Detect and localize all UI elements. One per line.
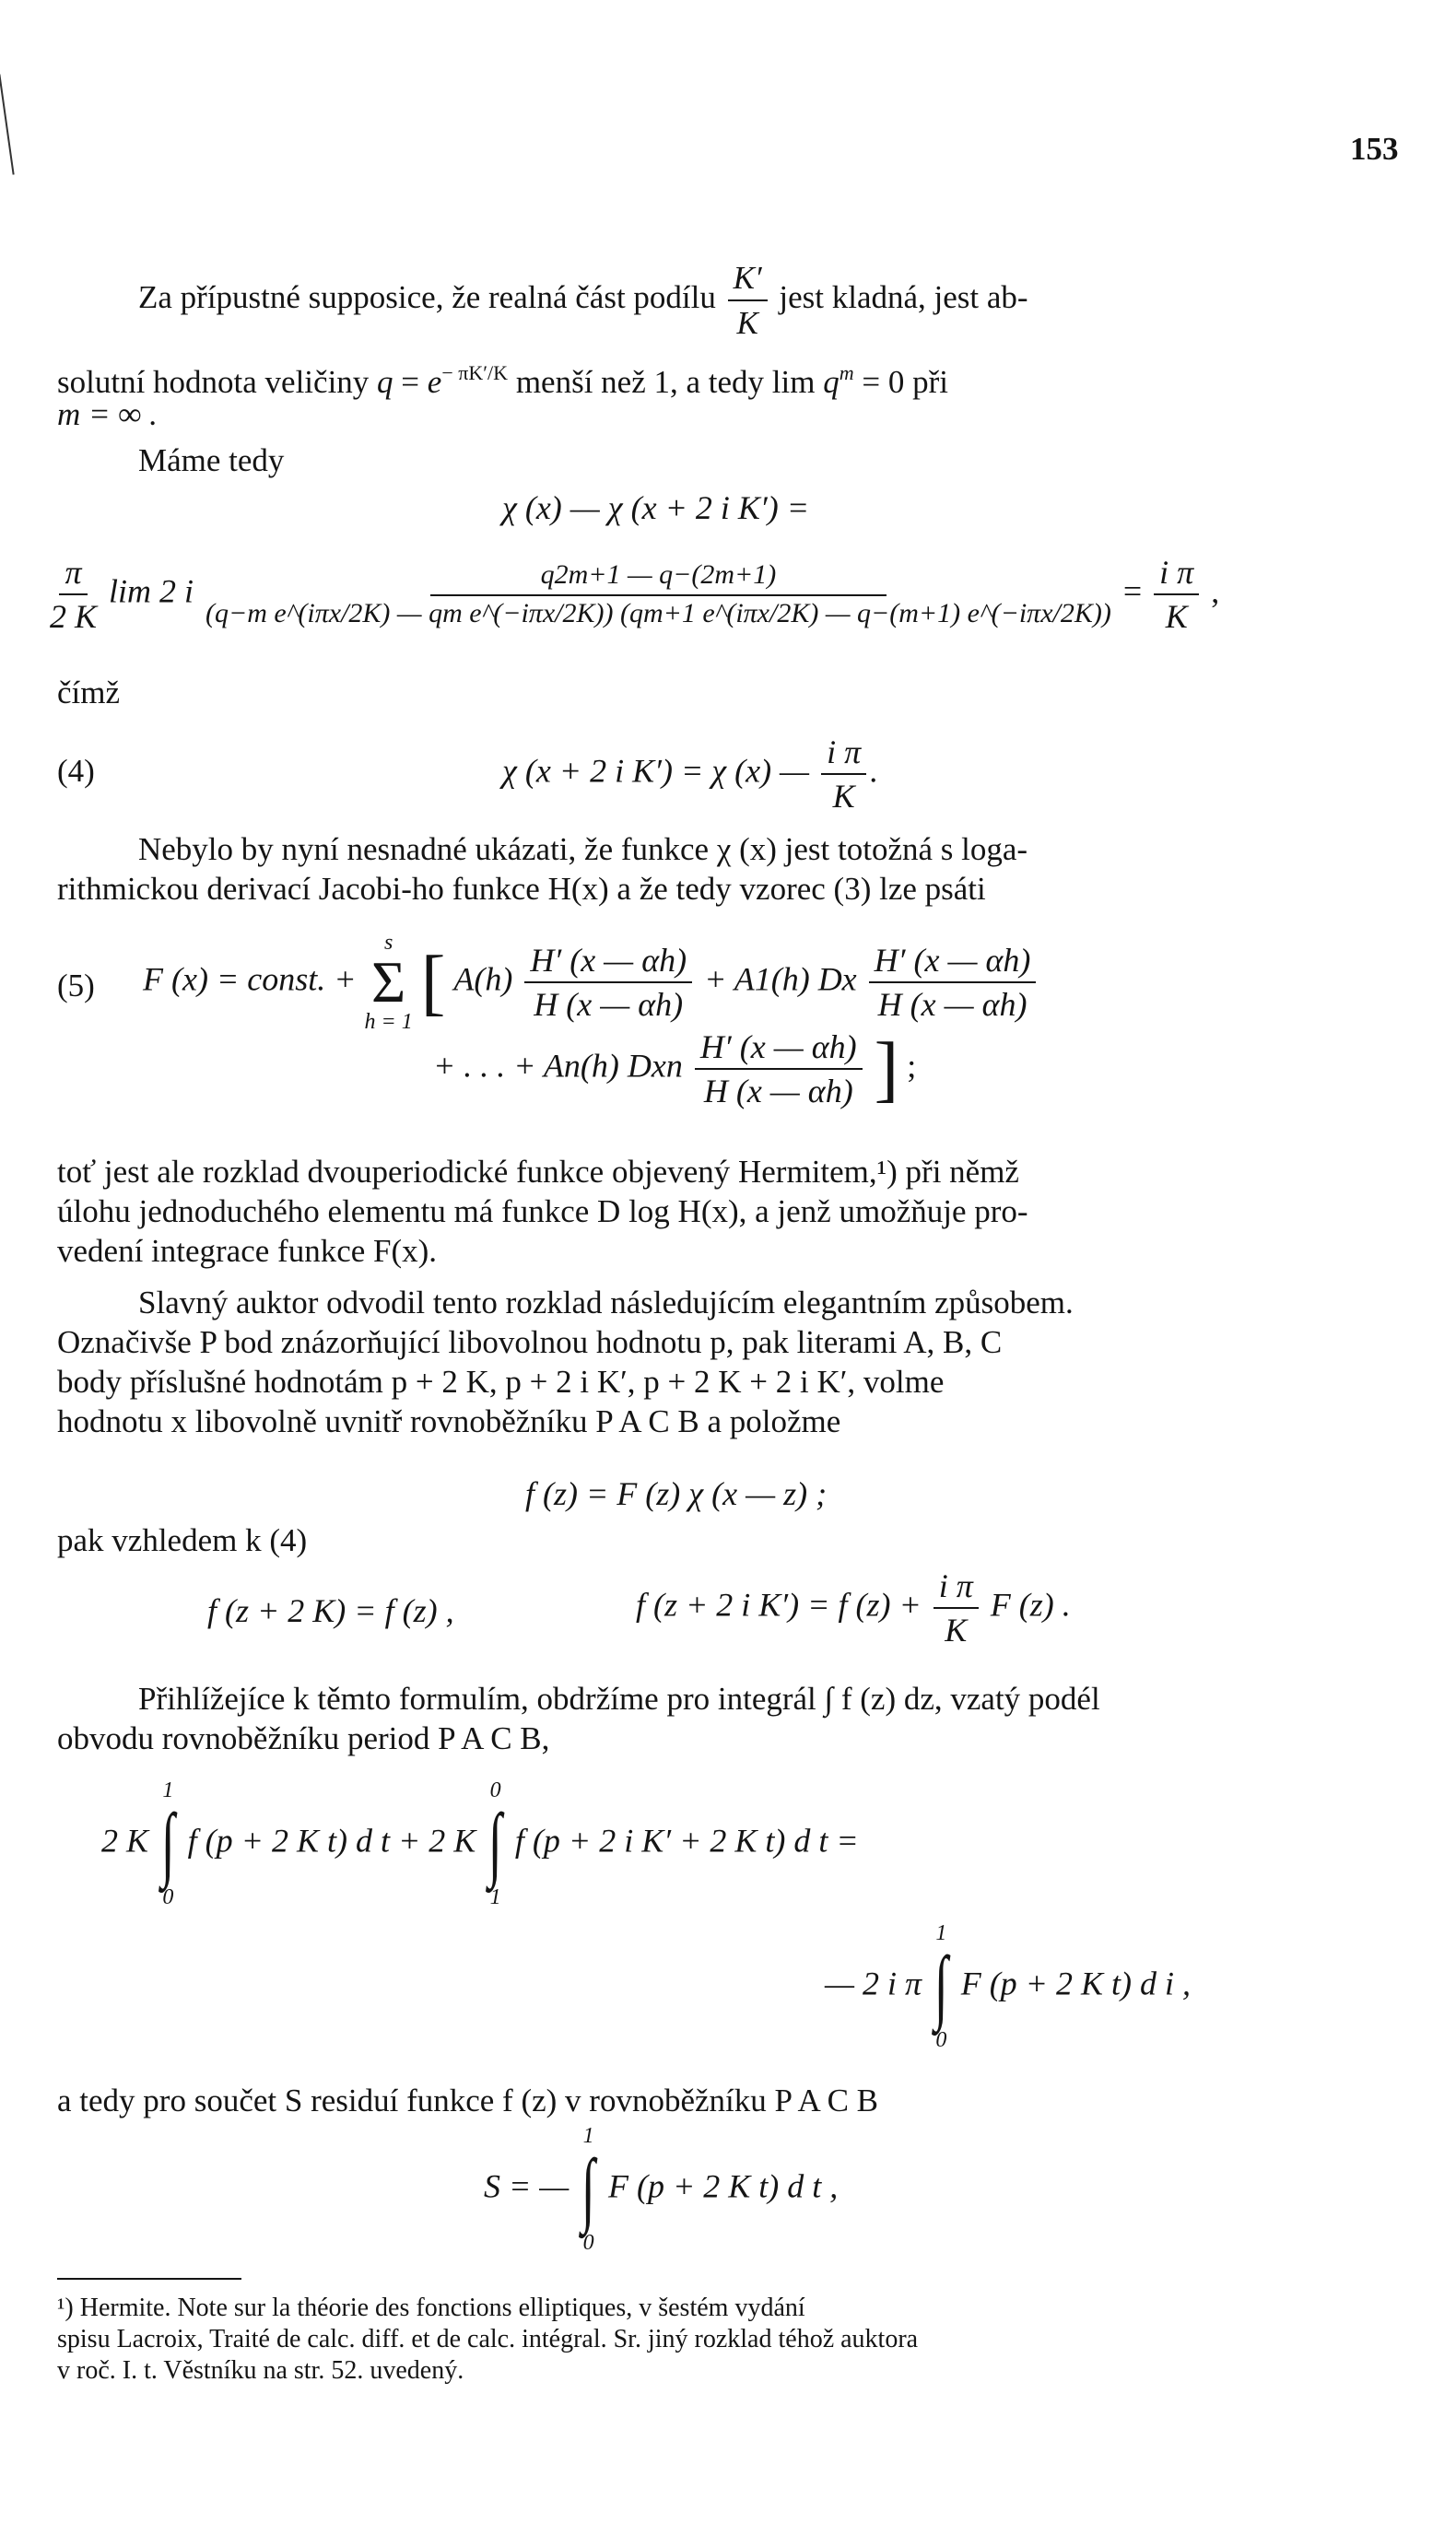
s-eq-lhs: S = — [484, 2167, 569, 2205]
big-fraction [205, 559, 1111, 629]
integral-eq2-term: F (p + 2 K t) d i , [960, 1965, 1191, 2002]
p1-line2-start: solutní hodnota veličiny [57, 364, 370, 400]
fraction-pi-over-2k: $\frac{\pi}{2 K}$ [50, 554, 98, 635]
f-periodic-2 [636, 1567, 1071, 1649]
paragraph-4-line-2: Označivše P bod znázorňující libovolnou hodnotu p, pak literami A, B, C [57, 1324, 1003, 1360]
paragraph-4-line-1: Slavný auktor odvodil tento rozklad následujícím elegantním způsobem. [138, 1285, 1074, 1320]
equation-5-line-2: + . . . + An(h) Dxn $\frac{H' (x — \alpha h)}{H (x — \alpha h)}$ ] ; [433, 1028, 917, 1109]
integral-4-limits: 1 ∫ 0 [581, 2124, 596, 2255]
s-eq-term: F (p + 2 K t) d t , [607, 2167, 839, 2205]
paragraph-3-line-2: úlohu jednoduchého elementu má funkce D log H(x), a jenž umožňuje pro- [57, 1193, 1028, 1229]
big-fraction-numerator: q2m+1 — q−(2m+1) [430, 559, 887, 596]
summation: s Σ h = 1 [364, 931, 413, 1034]
page-number: 153 [1350, 131, 1399, 167]
equation-4: χ (x + 2 i K′) = χ (x) — $\frac{\text{i π}}{K}$ . [502, 733, 879, 815]
footnote-line-2: spisu Lacroix, Traité de calc. diff. et de calc. intégral. Sr. jiný rozklad téhož auktora [57, 2325, 919, 2353]
eq5-fraction-3: $\frac{H' (x — \alpha h)}{H (x — \alpha h)}$ [695, 1027, 863, 1110]
f-periodic-1: f (z + 2 K) = f (z) , [207, 1592, 454, 1629]
paragraph-1-line-1 [138, 258, 1028, 343]
p1-line1-text: Za přípustné supposice, že realná část podílu [138, 279, 716, 316]
s-equation [484, 2124, 838, 2255]
paragraph-4-line-3: body příslušné hodnotám p + 2 K, p + 2 i K′, p + 2 K + 2 i K′, volme [57, 1364, 945, 1400]
integral-3-limits: 1 ∫ 0 [933, 1921, 948, 2052]
eq5-fraction-1: $\frac{H' (x — \alpha h)}{H (x — \alpha h)}$ [524, 941, 692, 1024]
eq5-fraction-2: $\frac{H' (x — \alpha h)}{H (x — \alpha h)}$ [869, 941, 1037, 1024]
footnote-line-1: ¹) Hermite. Note sur la théorie des fonctions elliptiques, v šestém vydání [57, 2294, 805, 2322]
p1-line2-end: = 0 při [862, 364, 948, 400]
scan-edge-mark [0, 74, 15, 174]
cimz: čímž [57, 675, 121, 710]
paragraph-3-line-1: toť jest ale rozklad dvouperiodické funkce objevený Hermitem,¹) při němž [57, 1154, 1019, 1190]
eq5-label: (5) [57, 968, 95, 1003]
paragraph-1-line-2: solutní hodnota veličiny $q = e^{- \pi K'/K}$ menší než 1, a tedy $\lim q^m = 0$ při [57, 361, 948, 400]
fraction-ipi-over-k-eq4: $\frac{\text{i π}}{K}$ [821, 733, 866, 816]
integral-2-limits: 0 ∫ 1 [488, 1778, 502, 1909]
integral-1-limits: 1 ∫ 0 [160, 1778, 175, 1909]
integral-equation-2 [825, 1921, 1191, 2052]
eq5-lhs: F (x) = const. + [143, 960, 357, 998]
paragraph-4-line-4: hodnotu x libovolně uvnitř rovnoběžníku P A C B a položme [57, 1403, 841, 1439]
p1-line2-mid: menší než 1, a tedy lim [515, 364, 816, 400]
paragraph-6-line-1: a tedy pro součet S residuí funkce f (z) v rovnoběžníku P A C B [57, 2083, 879, 2118]
eq4-label: (4) [57, 753, 95, 789]
f-periodic-2-body: f (z + 2 i K′) = f (z) + [636, 1586, 922, 1624]
fraction-ipi-over-k: $\frac{\text{i π}}{K}$ [1154, 553, 1199, 636]
paragraph-1-line-3: m = ∞ . [57, 396, 158, 432]
big-fraction-denominator: (q−m e^(iπx/2K) — qm e^(−iπx/2K)) (qm+1 e^(iπx/2K) — q−(m+1) e^(−iπx/2K)) [205, 598, 1111, 628]
paragraph-5-line-1: Přihlížejíce k těmto formulím, obdržíme pro integrál ∫ f (z) dz, vzatý podél [138, 1681, 1100, 1717]
fraction-ipi-over-k-periodic: $\frac{\text{i π}}{K}$ [933, 1567, 979, 1649]
paragraph-5-line-2: obvodu rovnoběžníku period P A C B, [57, 1720, 550, 1756]
paragraph-2-line-1: Nebylo by nyní nesnadné ukázati, že funkce χ (x) jest totožná s loga- [138, 831, 1028, 867]
eq5-term1-coef: A(h) [453, 960, 513, 998]
lim-prefix: lim 2 i [109, 572, 194, 610]
mame-tedy: Máme tedy [138, 442, 285, 478]
footnote-rule [57, 2278, 241, 2280]
integral-eq2-prefix: — 2 i π [825, 1965, 922, 2002]
paragraph-3-line-3: vedení integrace funkce F(x). [57, 1233, 438, 1269]
f-definition: f (z) = F (z) χ (x — z) ; [525, 1475, 828, 1512]
pak-vzhledem: pak vzhledem k (4) [57, 1522, 308, 1558]
p1-line1-end: jest kladná, jest ab- [779, 279, 1028, 316]
chi-equation-lhs: χ (x) — χ (x + 2 i K′) = [502, 489, 810, 526]
eq5-term2-coef: + A1(h) Dx [704, 960, 857, 998]
integral-equation-1: 2 K 1 ∫ 0 f (p + 2 K t) d t + 2 K 0 ∫ 1 f (p + 2 i K′ + 2 K t) d t = [101, 1778, 859, 1909]
integral-2-term: f (p + 2 i K′ + 2 K t) d t = [514, 1822, 859, 1860]
eq5-line2-coef: + . . . + An(h) Dxn [433, 1047, 683, 1085]
eq4-body: χ (x + 2 i K′) = χ (x) — [502, 752, 810, 790]
fraction-k-prime-over-k: $\frac{K'}{K}$ [728, 258, 768, 343]
integral-1-term: f (p + 2 K t) d t + 2 K [187, 1822, 476, 1860]
f-periodic-2-tail: F (z) . [990, 1586, 1071, 1624]
paragraph-2-line-2: rithmickou derivací Jacobi-ho funkce H(x) a že tedy vzorec (3) lze psáti [57, 871, 986, 907]
footnote-line-3: v roč. I. t. Věstníku na str. 52. uvedený. [57, 2356, 464, 2385]
equation-5-line-1: F (x) = const. + s Σ h = 1 [ A(h) $\frac{H' (x — \alpha h)}{H (x — \alpha h)}$ + A1(h) Dx $\frac{H' (x — \alpha h)}{H (x — \alpha h)}$ [143, 931, 1039, 1034]
limit-formula: $\frac{\pi}{2 K}$ lim 2 i q2m+1 — q−(2m+1) (q−m e^(iπx/2K) — qm e^(−iπx/2K)) (qm+1 e^(iπx/2K) — q−(m+1) e^(−iπx/2K)) = $\frac{\text{i π}}{K}$ , [50, 554, 1220, 635]
